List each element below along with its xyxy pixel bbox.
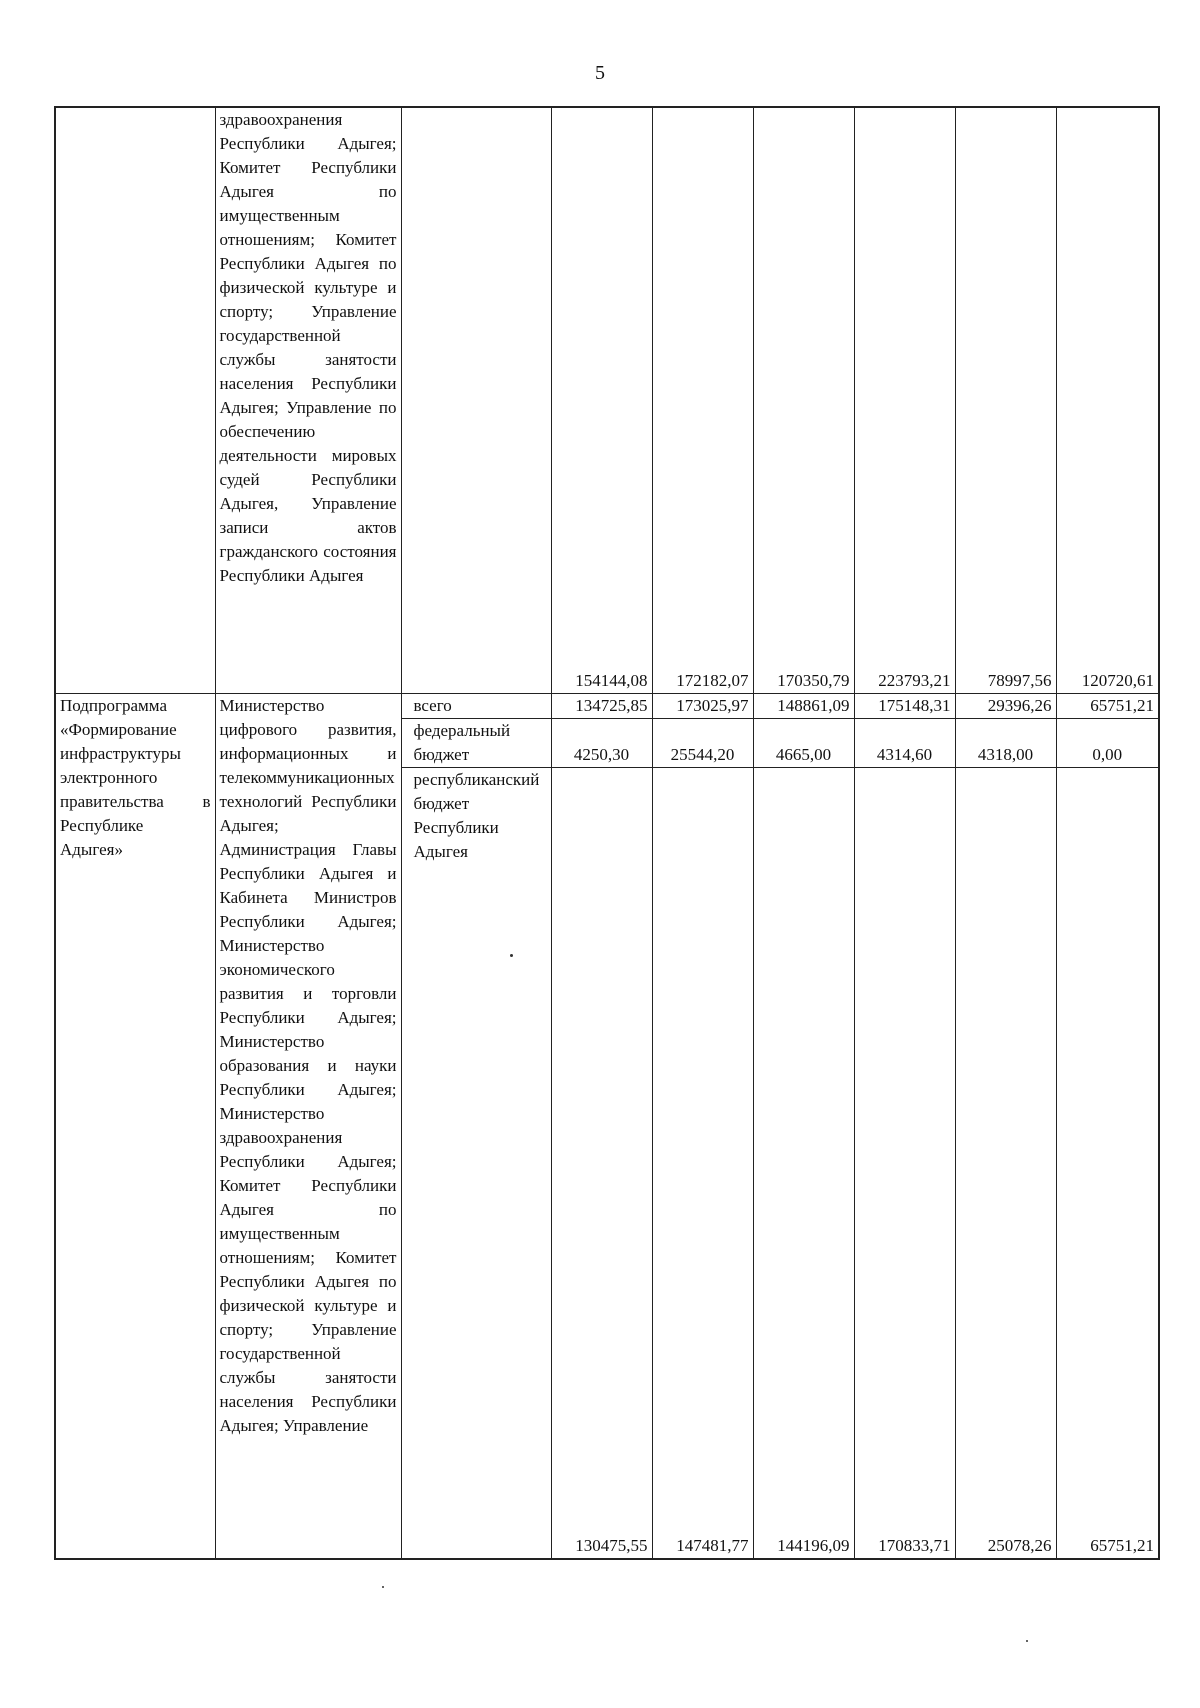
value-cell: 4250,30 xyxy=(551,719,652,768)
scan-speck xyxy=(1026,1640,1028,1642)
executors-text: здравоохранения Республики Адыгея; Комитет Республики Адыгея по имущественным отношениям; Комитет Республики Адыгея по физической культуре и спорту; Управление государственной службы занятости населения Республики Адыгея; Управление по обеспечению деятельности мировых судей Республики Адыгея, Управление записи актов гражданского состояния Республики Адыгея xyxy=(219,110,397,585)
subprogram-name: Подпрограмма «Формирование инфраструктуры электронного правительства в Республике Адыгея» xyxy=(60,696,211,859)
value-cell: 25544,20 xyxy=(652,719,753,768)
subprogram-total-row xyxy=(55,694,1159,719)
subprogram-name-cell xyxy=(55,694,215,1560)
value-cell: 154144,08 xyxy=(551,107,652,694)
value-cell: 172182,07 xyxy=(652,107,753,694)
page-number: 5 xyxy=(595,62,605,84)
value-cell: 0,00 xyxy=(1056,719,1159,768)
source-label: федеральный бюджет xyxy=(401,719,551,768)
value-cell: 170833,71 xyxy=(854,768,955,1560)
value-cell: 25078,26 xyxy=(955,768,1056,1560)
source-cell xyxy=(401,107,551,694)
value-cell: 148861,09 xyxy=(753,694,854,719)
value-cell: 173025,97 xyxy=(652,694,753,719)
subprogram-executors-text: Министерство цифрового развития, информационных и телекоммуникационных технологий Республики Адыгея; Администрация Главы Республики Адыгея и Кабинета Министров Республики Адыгея; Министерство экономического развития и торговли Республики Адыгея; Министерство образования и науки Республики Адыгея; Министерство здравоохранения Республики Адыгея; Комитет Республики Адыгея по имущественным отношениям; Комитет Республики Адыгея по физической культуре и спорту; Управление государственной службы занятости населения Республики Адыгея; Управление xyxy=(219,696,397,1435)
budget-table xyxy=(54,106,1160,1560)
value-cell: 65751,21 xyxy=(1056,694,1159,719)
value-cell: 4665,00 xyxy=(753,719,854,768)
executors-cell xyxy=(215,107,401,694)
value-cell: 4314,60 xyxy=(854,719,955,768)
subprogram-executors-cell xyxy=(215,694,401,1560)
scan-speck xyxy=(510,954,513,957)
scan-speck xyxy=(382,1586,384,1588)
value-cell: 29396,26 xyxy=(955,694,1056,719)
value-cell: 170350,79 xyxy=(753,107,854,694)
value-cell: 65751,21 xyxy=(1056,768,1159,1560)
value-cell: 134725,85 xyxy=(551,694,652,719)
source-label xyxy=(401,768,551,1560)
value-cell: 144196,09 xyxy=(753,768,854,1560)
value-cell: 147481,77 xyxy=(652,768,753,1560)
continuation-row xyxy=(55,107,1159,694)
value-cell: 120720,61 xyxy=(1056,107,1159,694)
source-label: всего xyxy=(401,694,551,719)
value-cell: 78997,56 xyxy=(955,107,1056,694)
value-cell: 4318,00 xyxy=(955,719,1056,768)
value-cell: 223793,21 xyxy=(854,107,955,694)
source-label-text: республиканский бюджет Республики Адыгея xyxy=(413,770,540,861)
value-cell: 175148,31 xyxy=(854,694,955,719)
value-cell: 130475,55 xyxy=(551,768,652,1560)
program-name-cell xyxy=(55,107,215,694)
